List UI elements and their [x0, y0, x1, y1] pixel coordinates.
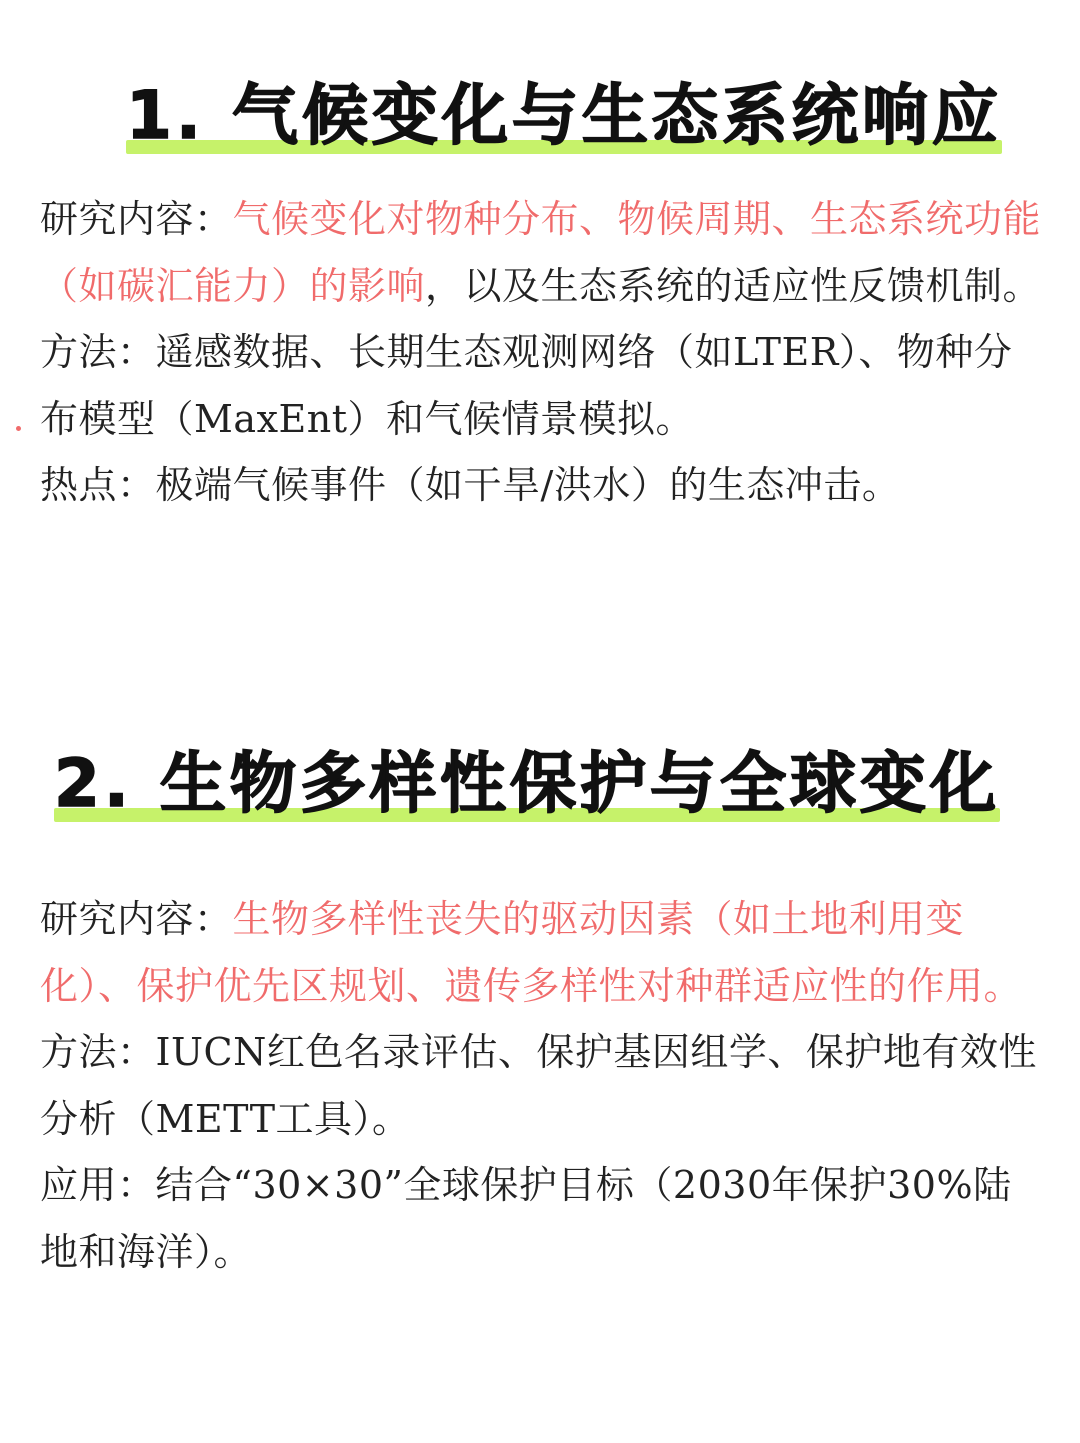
section2-application-text: 结合“30×30”全球保护目标（2030年保护30%陆地和海洋）。 — [40, 1163, 1012, 1274]
section2-title: 2. 生物多样性保护与全球变化 — [54, 745, 1000, 822]
section2-research-highlight: 生物多样性丧失的驱动因素（如土地利用变化）、保护优先区规划、遗传多样性对种群适应性的作用。 — [40, 897, 1023, 1008]
section2-application-paragraph — [40, 1152, 1045, 1285]
section2-method-paragraph — [40, 1019, 1045, 1152]
section2-research-paragraph — [40, 886, 1045, 1019]
section1-hotspot-label: 热点： — [40, 463, 156, 507]
section1-hotspot-paragraph — [40, 452, 1045, 519]
section2-research-label: 研究内容： — [40, 897, 233, 941]
section2-heading — [54, 744, 1000, 824]
section1-hotspot-text: 极端气候事件（如干旱/洪水）的生态冲击。 — [155, 463, 901, 507]
section2-body — [40, 886, 1045, 1285]
section2-application-label: 应用： — [40, 1163, 156, 1207]
section2-method-text: IUCN红色名录评估、保护基因组学、保护地有效性分析（METT工具）。 — [40, 1030, 1037, 1141]
section1-research-label: 研究内容： — [40, 197, 233, 241]
bullet-dot-icon — [16, 426, 21, 431]
section1-heading — [126, 76, 1002, 156]
section1-research-rest: ，以及生态系统的适应性反馈机制。 — [425, 263, 1042, 308]
section2-method-label: 方法： — [40, 1030, 156, 1074]
section1-method-text: 遥感数据、长期生态观测网络（如LTER）、物种分布模型（MaxEnt）和气候情景模拟。 — [40, 330, 1013, 441]
section1-title: 1. 气候变化与生态系统响应 — [126, 77, 1002, 154]
section1-body — [40, 186, 1045, 519]
section1-research-highlight: 气候变化对物种分布、物候周期、生态系统功能（如碳汇能力）的影响 — [40, 197, 1042, 308]
section1-method-paragraph — [40, 319, 1045, 452]
section1-research-paragraph — [40, 186, 1045, 319]
section1-method-label: 方法： — [40, 330, 156, 374]
